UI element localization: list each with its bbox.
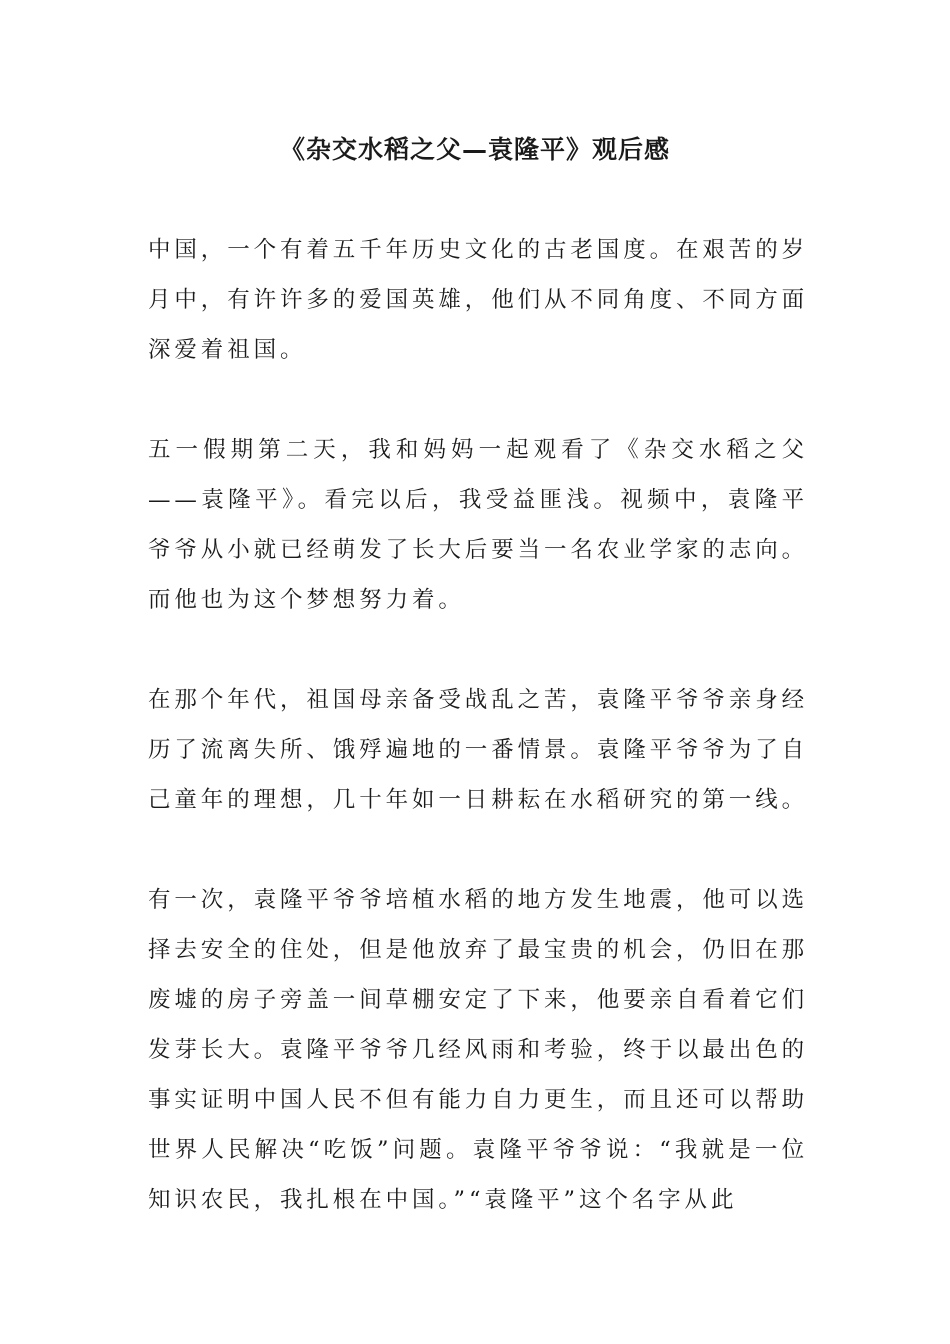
document-body: [148, 225, 808, 1275]
paragraph-3: 在那个年代，祖国母亲备受战乱之苦，袁隆平爷爷亲身经历了流离失所、饿殍遍地的一番情景。袁隆平爷爷为了自己童年的理想，几十年如一日耕耘在水稻研究的第一线。: [148, 687, 809, 813]
document-title: 《杂交水稻之父—袁隆平》观后感: [279, 135, 670, 164]
paragraph-4: 有一次，袁隆平爷爷培植水稻的地方发生地震，他可以选择去安全的住处，但是他放弃了最宝贵的机会，仍旧在那废墟的房子旁盖一间草棚安定了下来，他要亲自看着它们发芽长大。袁隆平爷爷几经风雨和考验，终于以最出色的事实证明中国人民不但有能力自力更生，而且还可以帮助世界人民解决“吃饭”问题。袁隆平爷爷说：“我就是一位知识农民，我扎根在中国。”“袁隆平”这个名字从此: [148, 887, 809, 1213]
paragraph-2: 五一假期第二天，我和妈妈一起观看了《杂交水稻之父——袁隆平》。看完以后，我受益匪浅。视频中，袁隆平爷爷从小就已经萌发了长大后要当一名农业学家的志向。而他也为这个梦想努力着。: [148, 437, 809, 613]
paragraph-1: 中国，一个有着五千年历史文化的古老国度。在艰苦的岁月中，有许许多的爱国英雄，他们从不同角度、不同方面深爱着祖国。: [148, 237, 809, 363]
